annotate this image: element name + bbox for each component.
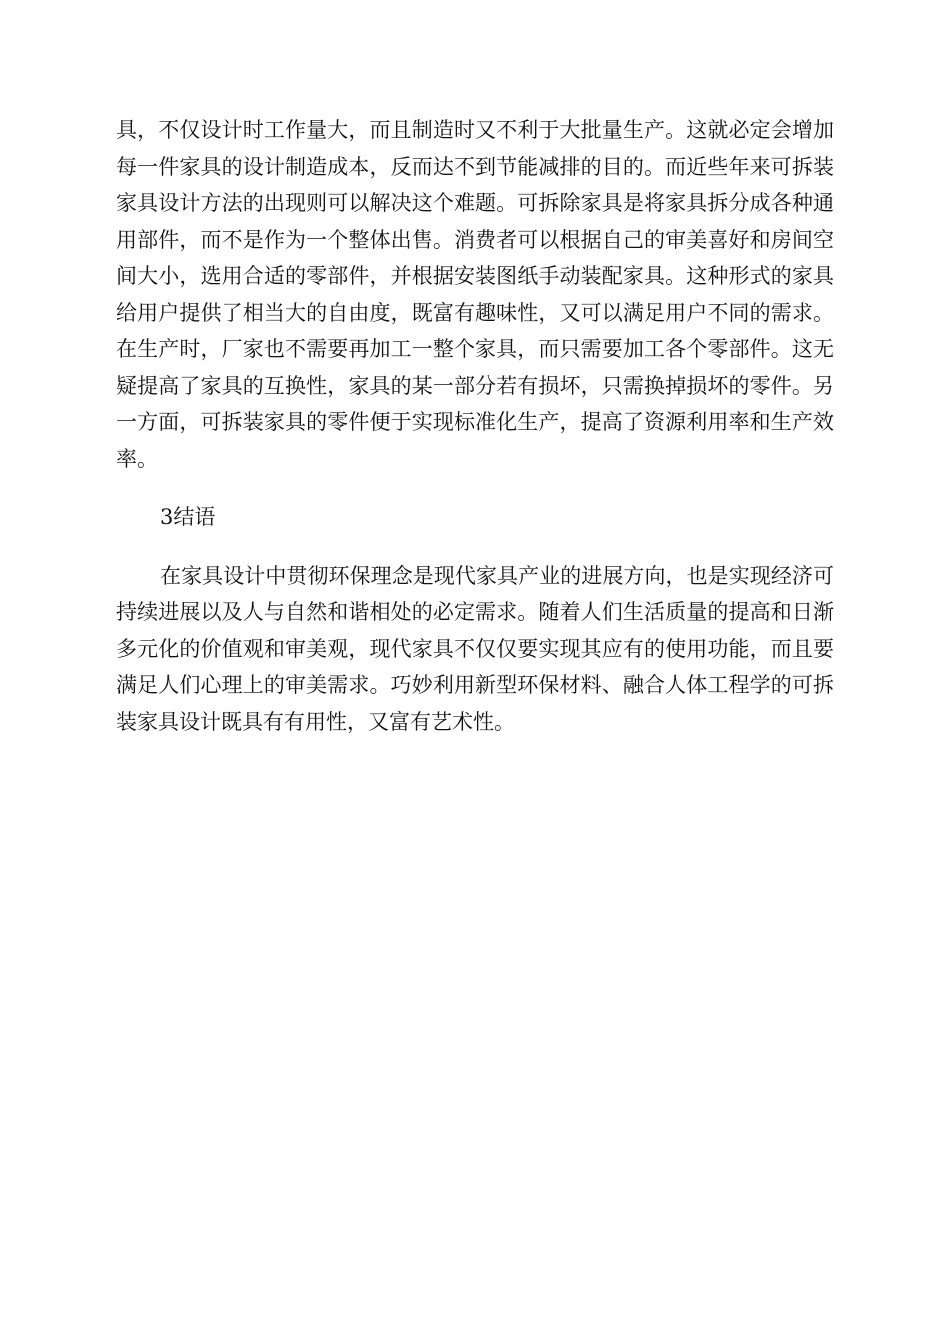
document-body [116,112,834,740]
section-heading-conclusion: 3结语 [160,505,216,529]
paragraph-continuation: 具，不仅设计时工作量大，而且制造时又不利于大批量生产。这就必定会增加每一件家具的设计制造成本，反而达不到节能减排的目的。而近些年来可拆装家具设计方法的出现则可以解决这个难题。可拆除家具是将家具拆分成各种通用部件，而不是作为一个整体出售。消费者可以根据自己的审美喜好和房间空间大小，选用合适的零部件，并根据安装图纸手动装配家具。这种形式的家具给用户提供了相当大的自由度，既富有趣味性，又可以满足用户不同的需求。在生产时，厂家也不需要再加工一整个家具，而只需要加工各个零部件。这无疑提高了家具的互换性，家具的某一部分若有损坏，只需换掉损坏的零件。另一方面，可拆装家具的零件便于实现标准化生产，提高了资源利用率和生产效率。 [116,118,834,471]
paragraph-conclusion: 在家具设计中贯彻环保理念是现代家具产业的进展方向，也是实现经济可持续进展以及人与自然和谐相处的必定需求。随着人们生活质量的提高和日渐多元化的价值观和审美观，现代家具不仅仅要实现其应有的使用功能，而且要满足人们心理上的审美需求。巧妙利用新型环保材料、融合人体工程学的可拆装家具设计既具有有用性，又富有艺术性。 [116,563,834,734]
